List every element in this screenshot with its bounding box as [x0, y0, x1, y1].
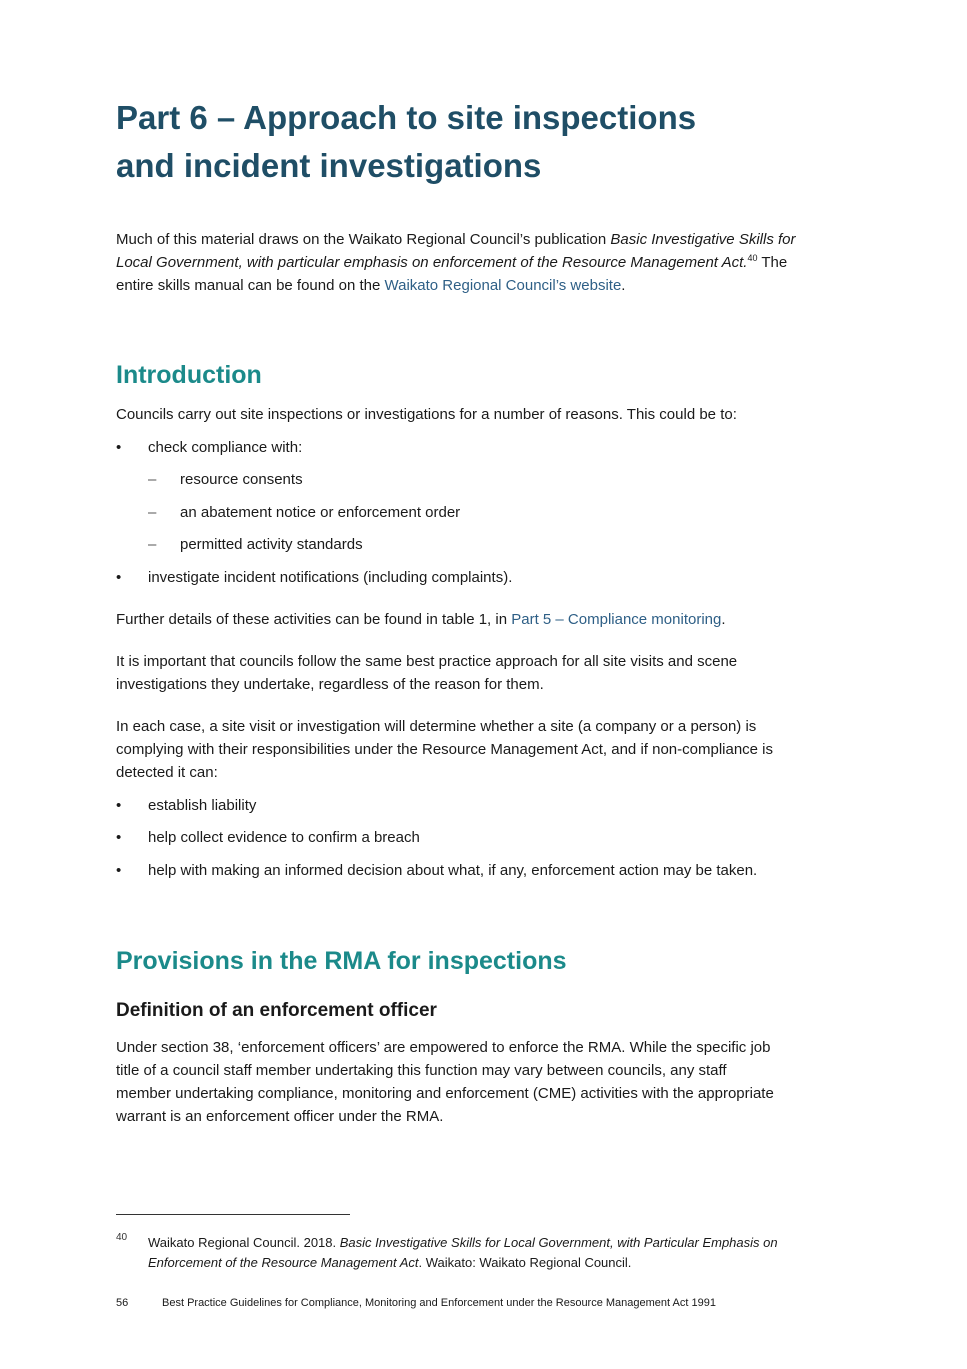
- bullet-icon: •: [116, 569, 122, 586]
- bullet-icon: •: [116, 862, 122, 879]
- part5-compliance-link[interactable]: Part 5 – Compliance monitoring: [511, 611, 722, 628]
- further-text-end: .: [721, 611, 726, 628]
- list-item-text: help with making an informed decision about what, if any, enforcement action may be taken.: [148, 862, 758, 879]
- intro-text: Much of this material draws on the Waikato Regional Council’s publication: [116, 231, 611, 248]
- important-paragraph: It is important that councils follow the same best practice approach for all site visits and scene investigations they undertake, regardless of the reason for them.: [116, 653, 738, 693]
- footnote-post: . Waikato: Waikato Regional Council.: [418, 1255, 632, 1270]
- waikato-website-link[interactable]: Waikato Regional Council’s website: [384, 277, 622, 294]
- intro-paragraph: [116, 228, 806, 297]
- list-item-text: an abatement notice or enforcement order: [180, 504, 461, 521]
- further-text: Further details of these activities can be found in table 1, in: [116, 611, 512, 628]
- further-details-paragraph: [116, 608, 806, 631]
- enforcement-officer-subheading: Definition of an enforcement officer: [116, 1000, 437, 1021]
- each-case-paragraph: In each case, a site visit or investigation will determine whether a site (a company or a person) is complying with their responsibilities under the Resource Management Act, and if non-compliance is detected it can:: [116, 718, 774, 781]
- footnote-number: 40: [116, 1232, 128, 1243]
- intro-text-rest: The entire skills manual can be found on the: [116, 254, 788, 294]
- list-item-text: help collect evidence to confirm a breach: [148, 829, 420, 846]
- provisions-heading: Provisions in the RMA for inspections: [116, 947, 567, 975]
- list-item-text: establish liability: [148, 797, 257, 814]
- introduction-lead: Councils carry out site inspections or investigations for a number of reasons. This could be to:: [116, 406, 737, 423]
- list-item-text: check compliance with:: [148, 439, 303, 456]
- intro-text-end: .: [621, 277, 626, 294]
- footnote-publication: Basic Investigative Skills for Local Government, with Particular Emphasis on Enforcement of the Resource Management Act: [148, 1235, 778, 1270]
- footnote-divider: [116, 1214, 350, 1215]
- page-title: [116, 94, 816, 190]
- list-item-text: investigate incident notifications (including complaints).: [148, 569, 513, 586]
- dash-icon: –: [148, 536, 157, 553]
- footnote-ref[interactable]: 40: [747, 253, 758, 263]
- footer-title: Best Practice Guidelines for Compliance, Monitoring and Enforcement under the Resource Management Act 1991: [162, 1297, 716, 1309]
- footnote-text: [148, 1233, 818, 1273]
- bullet-icon: •: [116, 829, 122, 846]
- introduction-heading: Introduction: [116, 361, 262, 389]
- list-item-text: permitted activity standards: [180, 536, 363, 553]
- bullet-icon: •: [116, 439, 122, 456]
- enforcement-officer-paragraph: Under section 38, ‘enforcement officers’ are empowered to enforce the RMA. While the specific job title of a council staff member undertaking this function may vary between councils, any staff member undertaking compliance, monitoring and enforcement (CME) activities with the appropriate warrant is an enforcement officer under the RMA.: [116, 1039, 774, 1125]
- list-item-text: resource consents: [180, 471, 303, 488]
- bullet-icon: •: [116, 797, 122, 814]
- dash-icon: –: [148, 504, 157, 521]
- publication-title: Basic Investigative Skills for Local Government, with particular emphasis on enforcement of the Resource Management Act.: [116, 231, 796, 271]
- page-title-line2: and incident investigations: [116, 147, 542, 184]
- page-title-line1: Part 6 – Approach to site inspections: [116, 99, 697, 136]
- page-number: 56: [116, 1297, 129, 1309]
- dash-icon: –: [148, 471, 157, 488]
- footnote-pre: Waikato Regional Council. 2018.: [148, 1235, 340, 1250]
